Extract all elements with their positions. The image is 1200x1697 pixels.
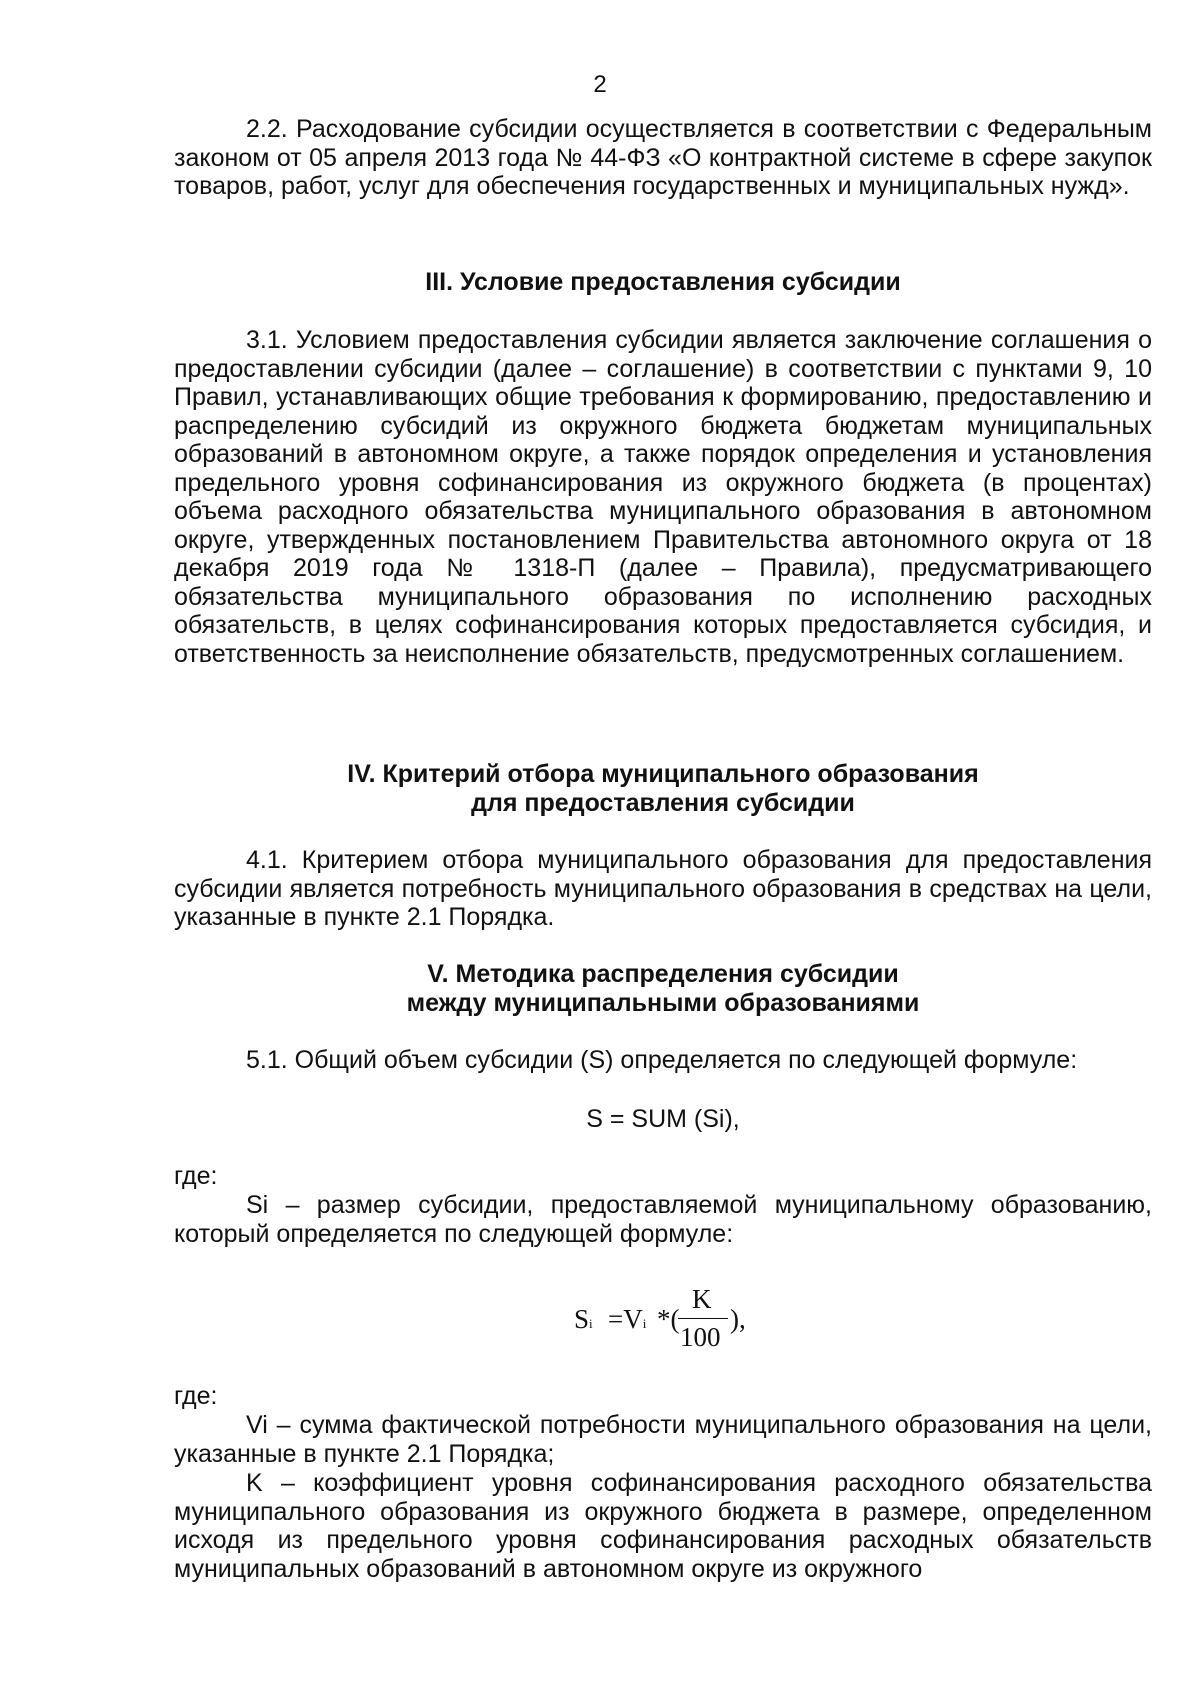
section-heading-v-line1: V. Методика распределения субсидии [427,960,899,988]
section-heading-iv-line2: для предоставления субсидии [471,789,855,817]
formula-total: S = SUM (Si), [586,1105,740,1133]
vi-definition: Vi – сумма фактической потребности муниципального образования на цели, указанные в пункте 2.1 Порядка; [174,1411,1152,1468]
formula-denominator: 100 [680,1322,721,1352]
formula-mult: *( [657,1304,680,1334]
where-label-2: где: [174,1382,218,1410]
formula-v: =Vi [608,1304,647,1334]
section-heading-iii: III. Условие предоставления субсидии [425,268,901,296]
k-definition: K – коэффициент уровня софинансирования расходного обязательства муниципального образования из окружного бюджета в размере, определенном исходя из предельного уровня софинансирования расходных обязательств муниципальных образований в автономном округе из окружного [174,1469,1152,1583]
formula-si [574,1278,774,1358]
paragraph-2-2: 2.2. Расходование субсидии осуществляется в соответствии с Федеральным законом от 05 апреля 2013 года № 44-ФЗ «О контрактной системе в сфере закупок товаров, работ, услуг для обеспечения государственных и муниципальных нужд». [174,115,1152,200]
paragraph-5-1: 5.1. Общий объем субсидии (S) определяется по следующей формуле: [246,1046,1078,1074]
formula-numerator: K [692,1284,712,1314]
where-label-1: где: [174,1162,218,1190]
section-heading-iv-line1: IV. Критерий отбора муниципального образования [347,760,979,788]
paragraph-3-1: 3.1. Условием предоставления субсидии является заключение соглашения о предоставлении субсидии (далее – соглашение) в соответствии с пунктами 9, 10 Правил, устанавливающих общие требования к формированию, предоставлению и распределению субсидий из окружного бюджета бюджетам муниципальных образований в автономном округе, а также порядок определения и установления предельного уровня софинансирования из окружного бюджета (в процентах) объема расходного обязательства муниципального образования в автономном округе, утвержденных постановлением Правительства автономного округа от 18 декабря 2019 года № 1318-П (далее – Правила), предусматривающего обязательства муниципального образования по исполнению расходных обязательств, в целях софинансирования которых предоставляется субсидия, и ответственность за неисполнение обязательств, предусмотренных соглашением. [174,326,1152,668]
paragraph-4-1: 4.1. Критерием отбора муниципального образования для предоставления субсидии является потребность муниципального образования в средствах на цели, указанные в пункте 2.1 Порядка. [174,846,1152,931]
formula-s: Si [574,1304,593,1334]
page-number: 2 [593,71,607,98]
section-heading-v-line2: между муниципальными образованиями [406,989,920,1017]
fraction-bar [678,1318,728,1319]
si-definition: Si – размер субсидии, предоставляемой муниципальному образованию, который определяется по следующей формуле: [174,1191,1152,1248]
formula-close: ), [730,1304,746,1334]
